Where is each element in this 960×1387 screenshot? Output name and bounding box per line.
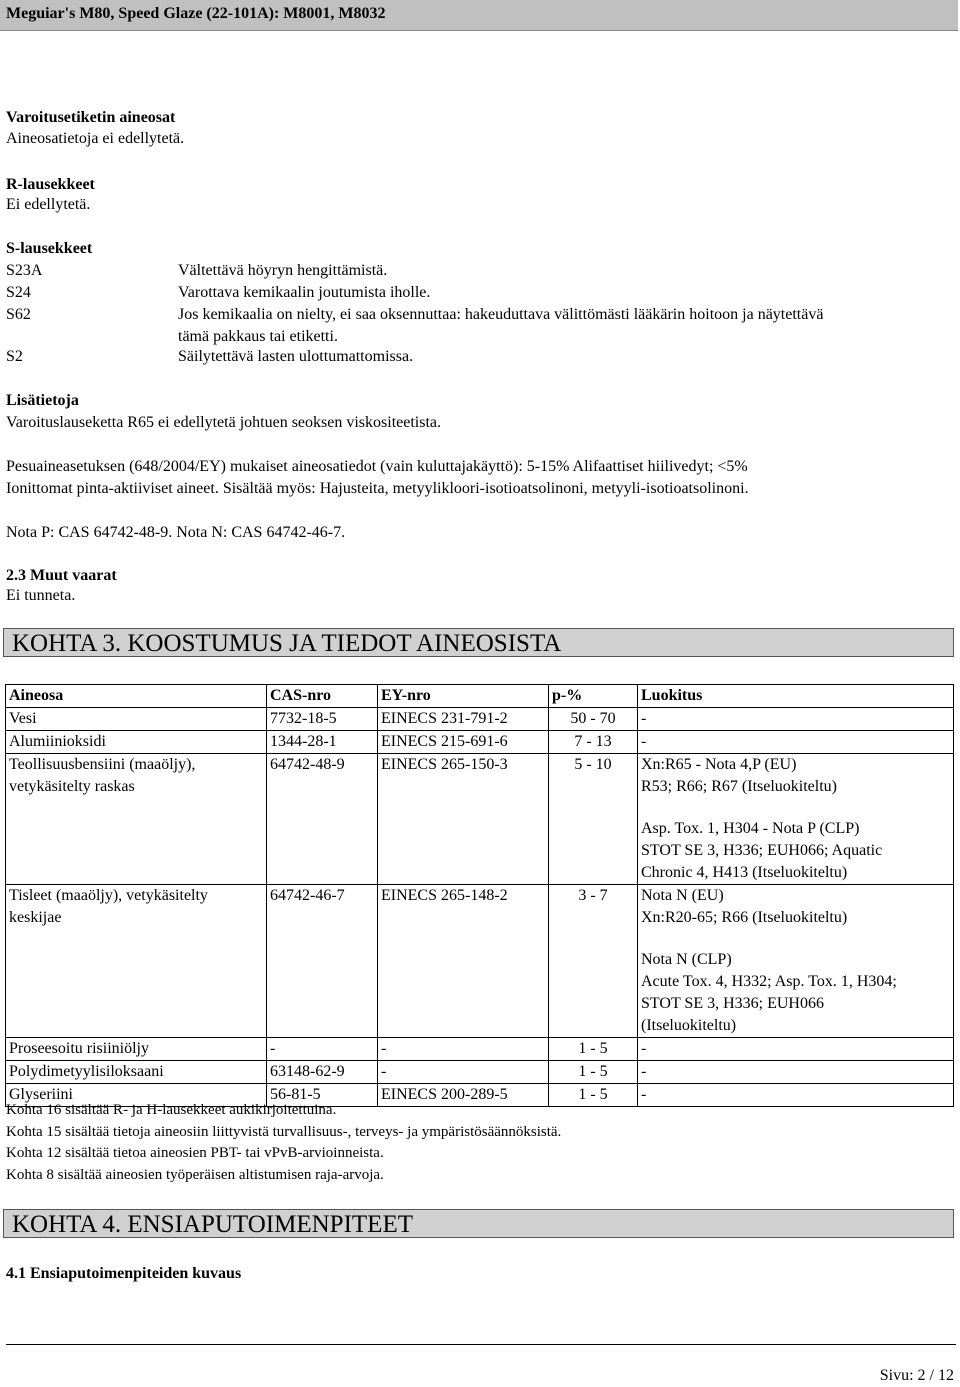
cell-class: -: [638, 1084, 954, 1107]
s-phrase-code: S24: [6, 284, 31, 301]
cell-ec: -: [378, 1038, 549, 1061]
s-phrases-heading: S-lausekkeet: [6, 240, 93, 257]
name-line: keskijae: [9, 909, 62, 926]
table-row: [6, 1038, 954, 1061]
document-title: Meguiar's M80, Speed Glaze (22-101A): M8001, M8032: [6, 5, 386, 22]
table-row: [6, 885, 954, 1038]
s-phrase-text: Varottava kemikaalin joutumista iholle.: [178, 284, 431, 301]
table-row: [6, 731, 954, 754]
name-line: Tisleet (maaöljy), vetykäsitelty: [9, 887, 208, 904]
cell-class: [638, 885, 954, 1038]
section-note: Kohta 12 sisältää tietoa aineosien PBT- tai vPvB-arvioinneista.: [6, 1145, 384, 1161]
s-phrase-code: S23A: [6, 262, 43, 279]
other-hazards-text: Ei tunneta.: [6, 587, 76, 604]
cell-cas: 64742-46-7: [267, 885, 378, 1038]
additional-info-text: Varoituslauseketta R65 ei edellytetä johtuen seoksen viskositeetista.: [6, 414, 442, 431]
first-aid-subheading: 4.1 Ensiaputoimenpiteiden kuvaus: [6, 1265, 242, 1282]
cell-class: -: [638, 1038, 954, 1061]
s-phrase-code: S2: [6, 348, 23, 365]
r-phrases-heading: R-lausekkeet: [6, 176, 95, 193]
cell-name: Polydimetyylisiloksaani: [6, 1061, 267, 1084]
class-line: Xn:R20-65; R66 (Itseluokiteltu): [641, 909, 848, 926]
section-3-header: [3, 628, 954, 657]
detergent-info-line: Ionittomat pinta-aktiiviset aineet. Sisältää myös: Hajusteita, metyylikloori-isotioatsolinoni, metyyli-isotioatsolinoni.: [6, 480, 749, 497]
composition-table: [5, 684, 954, 1107]
cell-percent: 1 - 5: [549, 1084, 638, 1107]
table-header-row: [6, 685, 954, 708]
cell-class: -: [638, 731, 954, 754]
class-line: Xn:R65 - Nota 4,P (EU): [641, 756, 797, 773]
cell-name: [6, 754, 267, 885]
cell-name: Glyseriini: [6, 1084, 267, 1107]
cell-cas: 1344-28-1: [267, 731, 378, 754]
class-line: (Itseluokiteltu): [641, 1017, 737, 1034]
s-phrase-text: tämä pakkaus tai etiketti.: [178, 328, 338, 345]
nota-line: Nota P: CAS 64742-48-9. Nota N: CAS 64742-46-7.: [6, 524, 346, 541]
page-number: Sivu: 2 / 12: [879, 1367, 954, 1384]
document-header: [0, 0, 958, 31]
name-line: vetykäsitelty raskas: [9, 778, 135, 795]
footer-divider: [6, 1344, 956, 1345]
cell-cas: 56-81-5: [267, 1084, 378, 1107]
cell-percent: 7 - 13: [549, 731, 638, 754]
label-ingredients-heading: Varoitusetiketin aineosat: [6, 109, 176, 126]
section-4-title: KOHTA 4. ENSIAPUTOIMENPITEET: [12, 1211, 413, 1238]
section-note: Kohta 15 sisältää tietoja aineosiin liittyvistä turvallisuus-, terveys- ja ympäristösäännöksistä.: [6, 1124, 562, 1140]
column-header: Luokitus: [638, 685, 954, 708]
cell-ec: EINECS 265-148-2: [378, 885, 549, 1038]
cell-percent: 1 - 5: [549, 1061, 638, 1084]
s-phrase-text: Säilytettävä lasten ulottumattomissa.: [178, 348, 414, 365]
class-line: STOT SE 3, H336; EUH066; Aquatic: [641, 842, 883, 859]
cell-ec: EINECS 215-691-6: [378, 731, 549, 754]
class-line: R53; R66; R67 (Itseluokiteltu): [641, 778, 837, 795]
cell-cas: 64742-48-9: [267, 754, 378, 885]
detergent-info-line: Pesuaineasetuksen (648/2004/EY) mukaiset aineosatiedot (vain kuluttajakäyttö): 5-15% Alifaattiset hiilivedyt; <5%: [6, 458, 748, 475]
class-line: Acute Tox. 4, H332; Asp. Tox. 1, H304;: [641, 973, 897, 990]
cell-cas: 63148-62-9: [267, 1061, 378, 1084]
table-row: [6, 1061, 954, 1084]
cell-percent: 5 - 10: [549, 754, 638, 885]
label-ingredients-text: Aineosatietoja ei edellytetä.: [6, 130, 185, 147]
class-line: Nota N (CLP): [641, 951, 732, 968]
cell-percent: 1 - 5: [549, 1038, 638, 1061]
column-header: CAS-nro: [267, 685, 378, 708]
class-line: Chronic 4, H413 (Itseluokiteltu): [641, 864, 848, 881]
column-header: Aineosa: [6, 685, 267, 708]
class-spacer: [641, 929, 950, 949]
section-3-title: KOHTA 3. KOOSTUMUS JA TIEDOT AINEOSISTA: [12, 630, 562, 657]
cell-name: Vesi: [6, 708, 267, 731]
s-phrase-text: Jos kemikaalia on nielty, ei saa oksennuttaa: hakeuduttava välittömästi lääkärin hoitoon ja näytettävä: [178, 306, 824, 323]
column-header: EY-nro: [378, 685, 549, 708]
class-line: Nota N (EU): [641, 887, 724, 904]
cell-class: -: [638, 708, 954, 731]
cell-class: -: [638, 1061, 954, 1084]
section-4-header: [3, 1209, 954, 1238]
cell-name: Proseesoitu risiiniöljy: [6, 1038, 267, 1061]
s-phrase-code: S62: [6, 306, 31, 323]
cell-ec: EINECS 265-150-3: [378, 754, 549, 885]
cell-percent: 50 - 70: [549, 708, 638, 731]
class-spacer: [641, 798, 950, 818]
table-row: [6, 708, 954, 731]
cell-ec: EINECS 231-791-2: [378, 708, 549, 731]
cell-cas: -: [267, 1038, 378, 1061]
r-phrases-text: Ei edellytetä.: [6, 196, 91, 213]
cell-percent: 3 - 7: [549, 885, 638, 1038]
cell-ec: EINECS 200-289-5: [378, 1084, 549, 1107]
section-note: Kohta 16 sisältää R- ja H-lausekkeet aukikirjoitettuina.: [6, 1102, 337, 1118]
column-header: p-%: [549, 685, 638, 708]
s-phrase-text: Vältettävä höyryn hengittämistä.: [178, 262, 388, 279]
section-note: Kohta 8 sisältää aineosien työperäisen altistumisen raja-arvoja.: [6, 1167, 384, 1183]
cell-name: Alumiinioksidi: [6, 731, 267, 754]
cell-name: [6, 885, 267, 1038]
name-line: Teollisuusbensiini (maaöljy),: [9, 756, 196, 773]
cell-class: [638, 754, 954, 885]
class-line: Asp. Tox. 1, H304 - Nota P (CLP): [641, 820, 860, 837]
class-line: STOT SE 3, H336; EUH066: [641, 995, 824, 1012]
cell-ec: -: [378, 1061, 549, 1084]
additional-info-heading: Lisätietoja: [6, 392, 79, 409]
cell-cas: 7732-18-5: [267, 708, 378, 731]
other-hazards-heading: 2.3 Muut vaarat: [6, 567, 117, 584]
table-row: [6, 754, 954, 885]
